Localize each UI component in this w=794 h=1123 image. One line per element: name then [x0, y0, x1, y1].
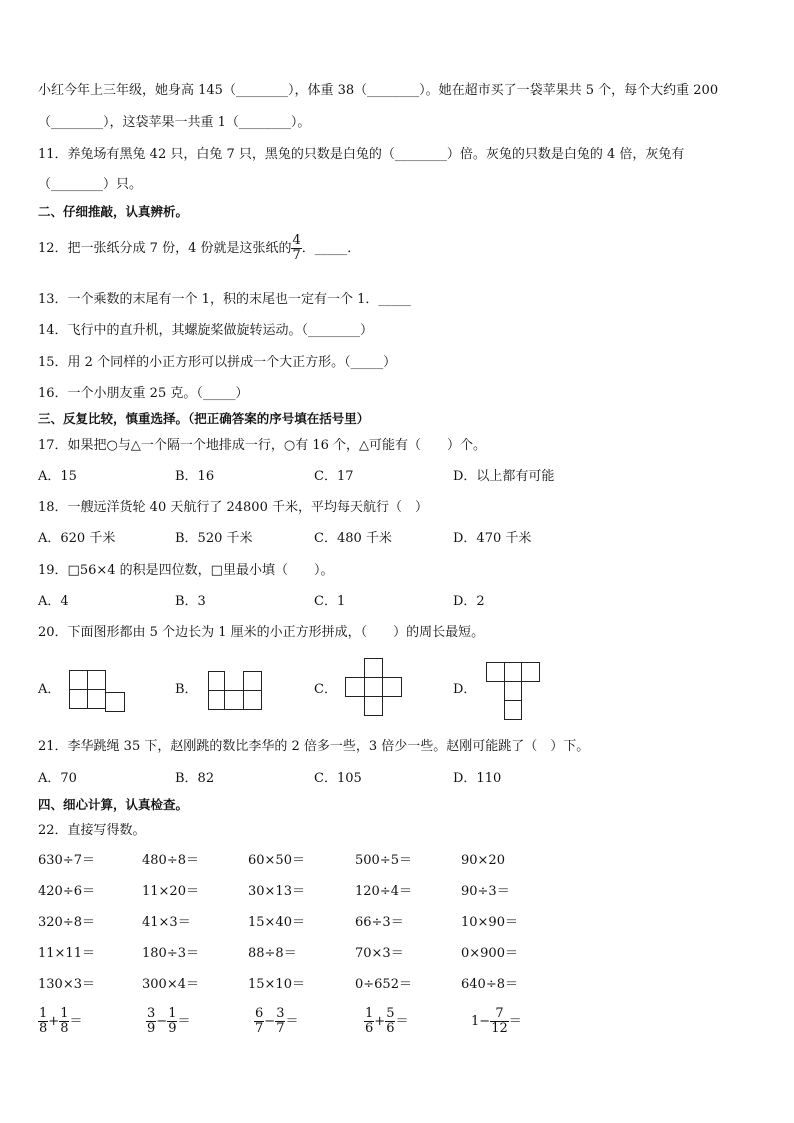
q19-option-b[interactable]: B．3	[175, 594, 206, 609]
section4-title: 四、细心计算，认真检查。	[38, 797, 189, 812]
calc-problem: 90×20	[461, 853, 505, 868]
q11-line2: （________）只。	[38, 177, 143, 192]
calc-problem: 500÷5＝	[355, 853, 412, 868]
denominator: 8	[39, 1021, 48, 1036]
q18: 18．一艘远洋货轮 40 天航行了 24800 千米，平均每天航行（ ）	[38, 500, 428, 515]
fraction	[167, 1007, 177, 1036]
numerator: 1	[39, 1006, 48, 1021]
fraction-problem	[471, 1007, 522, 1036]
operator: +	[48, 1013, 60, 1029]
q21-option-b[interactable]: B．82	[175, 771, 215, 786]
q20-option-a[interactable]: A．	[38, 682, 61, 697]
q10-line1: 小红今年上三年级，她身高 145（________），体重 38（________）。她在超市买了一袋苹果共 5 个，每个大约重 200	[38, 83, 719, 98]
calc-problem: 30×13＝	[248, 884, 305, 899]
q11-line1: 11．养兔场有黑兔 42 只，白兔 7 只，黑兔的只数是白兔的（________）倍。灰兔的只数是白兔的 4 倍，灰兔有	[38, 147, 685, 162]
q15: 15．用 2 个同样的小正方形可以拼成一个大正方形。（_____）	[38, 355, 397, 370]
q20-shape-a	[69, 670, 127, 715]
q20-shape-b	[208, 671, 264, 711]
q18-option-a[interactable]: A．620 千米	[38, 531, 116, 546]
calc-problem: 11×11＝	[38, 946, 95, 961]
q19-option-d[interactable]: D．2	[453, 594, 485, 609]
calc-problem: 640÷8＝	[461, 977, 518, 992]
denominator: 7	[276, 1021, 285, 1036]
equals: ＝	[69, 1013, 83, 1029]
q20-option-d[interactable]: D．	[453, 682, 477, 697]
denominator: 9	[168, 1021, 177, 1036]
section2-title: 二、仔细推敲，认真辨析。	[38, 204, 189, 219]
q19-option-c[interactable]: C．1	[314, 594, 346, 609]
calc-problem: 66÷3＝	[355, 915, 404, 930]
fraction-problem	[364, 1007, 408, 1036]
fraction	[385, 1007, 395, 1036]
q18-option-d[interactable]: D．470 千米	[453, 531, 532, 546]
numerator: 3	[147, 1006, 156, 1021]
calc-problem: 60×50＝	[248, 853, 305, 868]
calc-problem: 70×3＝	[355, 946, 404, 961]
q17-option-b[interactable]: B．16	[175, 469, 215, 484]
denominator: 8	[60, 1021, 69, 1036]
calc-problem: 630÷7＝	[38, 853, 95, 868]
calc-problem: 88÷8＝	[248, 946, 297, 961]
calc-problem: 15×40＝	[248, 915, 305, 930]
q21: 21．李华跳绳 35 下，赵刚跳的数比李华的 2 倍多一些，3 倍少一些。赵刚可能跳了（ ）下。	[38, 739, 590, 754]
calc-problem: 130×3＝	[38, 977, 95, 992]
fraction	[59, 1007, 69, 1036]
section3-title: 三、反复比较，慎重选择。（把正确答案的序号填在括号里）	[38, 411, 370, 426]
q17-option-c[interactable]: C．17	[314, 469, 354, 484]
calc-problem: 180÷3＝	[142, 946, 199, 961]
fraction	[275, 1007, 285, 1036]
fraction	[490, 1007, 509, 1036]
equals: ＝	[395, 1013, 409, 1029]
fraction	[364, 1007, 374, 1036]
fraction	[254, 1007, 264, 1036]
q19-option-a[interactable]: A．4	[38, 594, 69, 609]
operator: −	[264, 1013, 276, 1029]
q21-option-c[interactable]: C．105	[314, 771, 362, 786]
numerator: 7	[495, 1006, 504, 1021]
q12-prefix: 12．把一张纸分成 7 份，4 份就是这张纸的	[38, 240, 292, 256]
q20: 20．下面图形都由 5 个边长为 1 厘米的小正方形拼成，（ ）的周长最短。	[38, 625, 485, 640]
equals: ＝	[285, 1013, 299, 1029]
q17: 17．如果把○与△一个隔一个地排成一行，○有 16 个，△可能有（ ）个。	[38, 438, 487, 453]
q12-numerator: 4	[292, 233, 301, 248]
calc-problem: 420÷6＝	[38, 884, 95, 899]
numerator: 5	[386, 1006, 395, 1021]
q18-option-b[interactable]: B．520 千米	[175, 531, 253, 546]
calc-problem: 0÷652＝	[355, 977, 412, 992]
q22: 22．直接写得数。	[38, 823, 146, 838]
calc-problem: 120÷4＝	[355, 884, 412, 899]
denominator: 7	[255, 1021, 264, 1036]
calc-problem: 15×10＝	[248, 977, 305, 992]
fraction-problem	[38, 1007, 82, 1036]
denominator: 12	[491, 1021, 508, 1036]
q21-option-d[interactable]: D．110	[453, 771, 502, 786]
fraction-problem	[146, 1007, 190, 1036]
denominator: 6	[386, 1021, 395, 1036]
denominator: 6	[365, 1021, 374, 1036]
q21-option-a[interactable]: A．70	[38, 771, 77, 786]
q20-shape-c	[345, 658, 403, 718]
q19: 19．□56×4 的积是四位数，□里最小填（ ）。	[38, 563, 334, 578]
q20-shape-d	[486, 662, 542, 722]
q16: 16．一个小朋友重 25 克。（_____）	[38, 386, 249, 401]
numerator: 1	[60, 1006, 69, 1021]
operator: −	[156, 1013, 168, 1029]
whole-number: 1	[471, 1013, 480, 1029]
q17-option-a[interactable]: A．15	[38, 469, 77, 484]
q13: 13．一个乘数的末尾有一个 1，积的末尾也一定有一个 1．_____	[38, 292, 411, 307]
calc-problem: 10×90＝	[461, 915, 518, 930]
q10-line2: （________），这袋苹果一共重 1（________）。	[38, 115, 311, 130]
numerator: 1	[365, 1006, 374, 1021]
calc-problem: 300×4＝	[142, 977, 199, 992]
q17-option-d[interactable]: D．以上都有可能	[453, 469, 555, 484]
q14: 14．飞行中的直升机，其螺旋桨做旋转运动。（________）	[38, 323, 374, 338]
q20-option-c[interactable]: C．	[314, 682, 337, 697]
calc-problem: 11×20＝	[142, 884, 199, 899]
calc-problem: 90÷3＝	[461, 884, 510, 899]
fraction	[146, 1007, 156, 1036]
calc-problem: 320÷8＝	[38, 915, 95, 930]
fraction	[38, 1007, 48, 1036]
q18-option-c[interactable]: C．480 千米	[314, 531, 392, 546]
numerator: 1	[168, 1006, 177, 1021]
numerator: 3	[276, 1006, 285, 1021]
calc-problem: 0×900＝	[461, 946, 518, 961]
numerator: 6	[255, 1006, 264, 1021]
operator: +	[374, 1013, 386, 1029]
q12	[38, 234, 360, 263]
q20-option-b[interactable]: B．	[175, 682, 198, 697]
denominator: 9	[147, 1021, 156, 1036]
q12-fraction	[291, 234, 301, 263]
fraction-problem	[254, 1007, 298, 1036]
operator: −	[479, 1013, 491, 1029]
calc-problem: 480÷8＝	[142, 853, 199, 868]
q12-denominator: 7	[292, 248, 301, 263]
equals: ＝	[177, 1013, 191, 1029]
q12-suffix: ．_____．	[301, 240, 361, 256]
equals: ＝	[508, 1013, 522, 1029]
calc-problem: 41×3＝	[142, 915, 191, 930]
